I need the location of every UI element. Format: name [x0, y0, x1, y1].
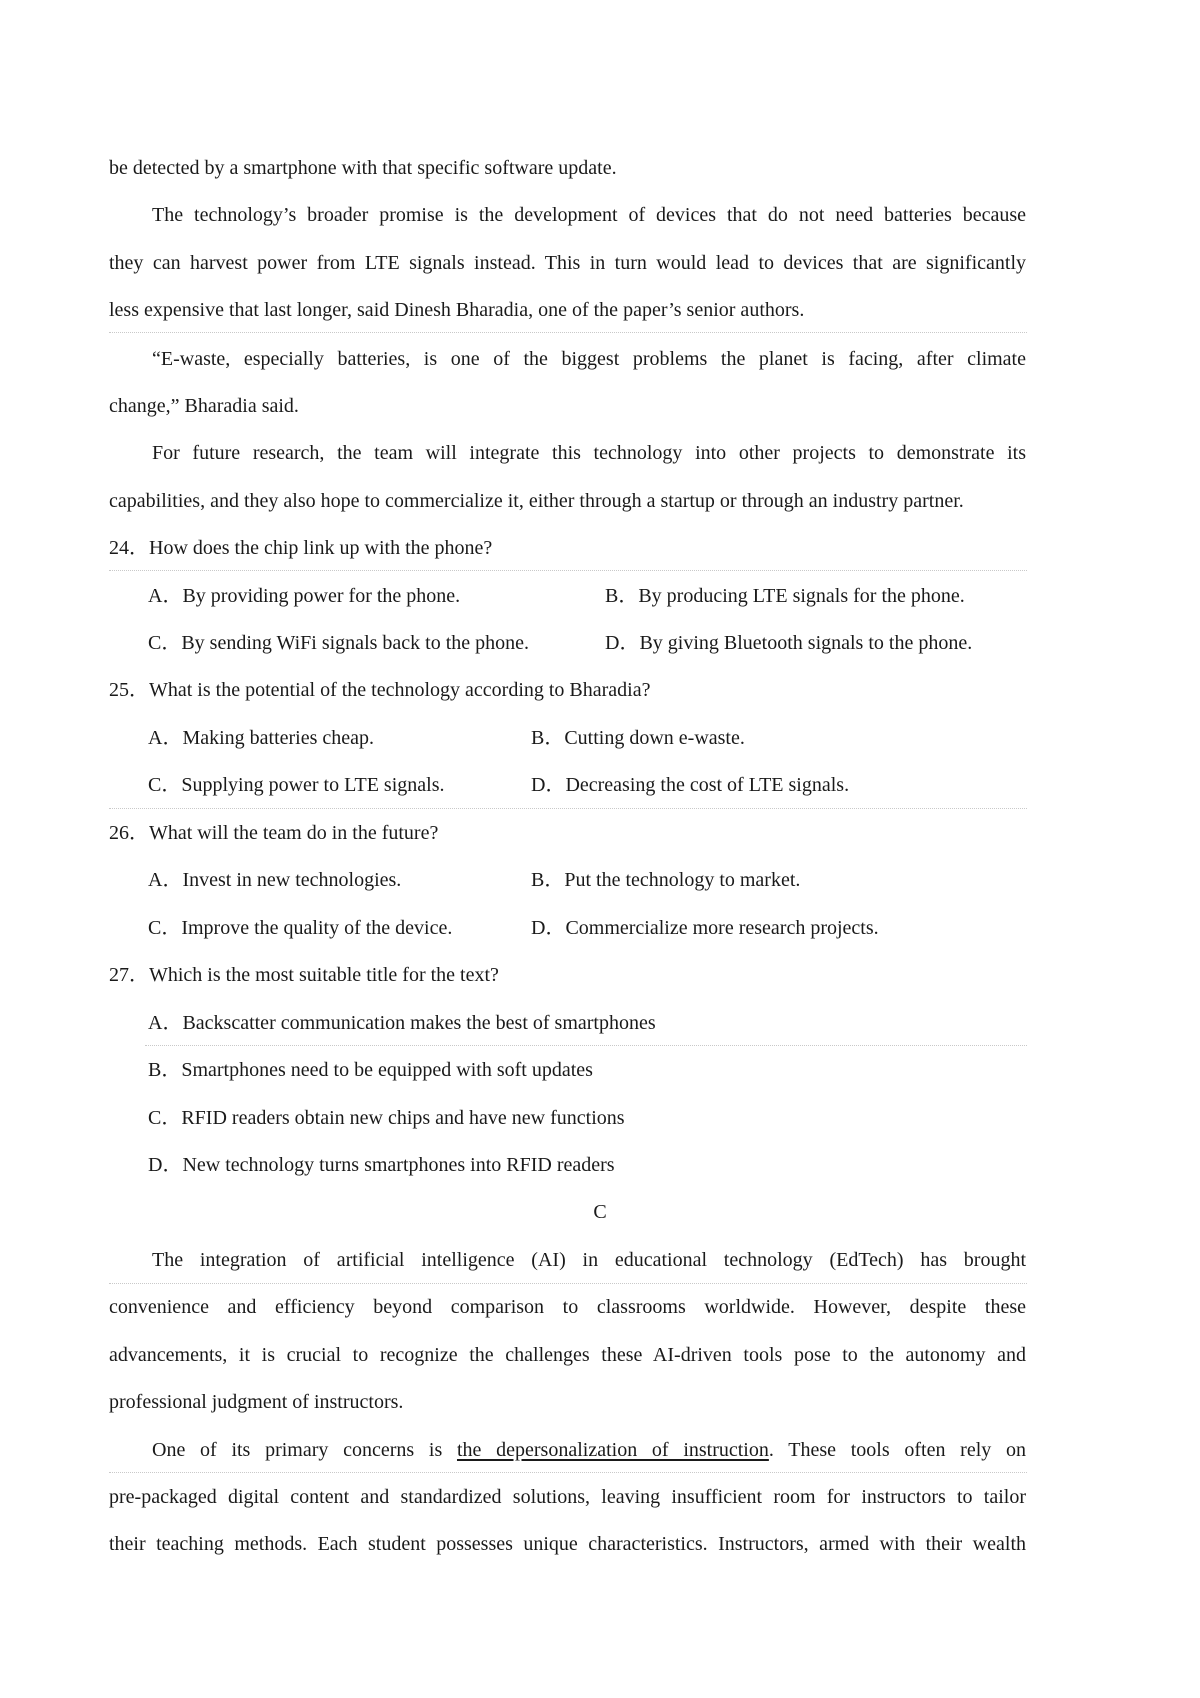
option-a[interactable]: A．By providing power for the phone.: [148, 585, 461, 607]
option-b[interactable]: B．By producing LTE signals for the phone.: [605, 585, 965, 607]
passage-b-line: they can harvest power from LTE signals instead. This in turn would lead to devices that are significantly: [109, 252, 1026, 274]
option-c[interactable]: C．Improve the quality of the device.: [148, 917, 453, 939]
underlined-phrase: the depersonalization of instruction: [456, 1439, 769, 1461]
option-c[interactable]: C．RFID readers obtain new chips and have new functions: [148, 1107, 625, 1129]
question-stem: 27．Which is the most suitable title for the text?: [109, 964, 499, 986]
passage-b-line: change,” Bharadia said.: [109, 395, 299, 417]
passage-c-line: advancements, it is crucial to recognize the challenges these AI-driven tools pose to the autonomy and: [109, 1344, 1026, 1366]
option-b[interactable]: B．Put the technology to market.: [531, 869, 801, 891]
passage-c-line: their teaching methods. Each student possesses unique characteristics. Instructors, armed with their wealth: [109, 1533, 1026, 1555]
passage-b-line: The technology’s broader promise is the development of devices that do not need batteries because: [152, 204, 1026, 226]
passage-c-text: One of its primary concerns is: [152, 1439, 443, 1461]
question-stem: 24．How does the chip link up with the phone?: [109, 537, 493, 559]
section-heading: C: [593, 1201, 607, 1223]
dotted-divider: [109, 332, 1027, 333]
dotted-divider: [109, 1472, 1027, 1473]
option-b[interactable]: B．Cutting down e-waste.: [531, 727, 745, 749]
question-stem: 25．What is the potential of the technology according to Bharadia?: [109, 679, 651, 701]
option-d[interactable]: D．New technology turns smartphones into RFID readers: [148, 1154, 615, 1176]
option-a[interactable]: A．Backscatter communication makes the best of smartphones: [148, 1012, 656, 1034]
option-c[interactable]: C．Supplying power to LTE signals.: [148, 774, 445, 796]
passage-c-line: [152, 1438, 1026, 1462]
passage-c-line: convenience and efficiency beyond comparison to classrooms worldwide. However, despite these: [109, 1296, 1026, 1318]
passage-b-line: capabilities, and they also hope to commercialize it, either through a startup or through an industry partner.: [109, 490, 964, 512]
option-a[interactable]: A．Invest in new technologies.: [148, 869, 402, 891]
passage-c-line: The integration of artificial intelligence (AI) in educational technology (EdTech) has brought: [152, 1249, 1026, 1271]
dotted-divider: [145, 1045, 1027, 1046]
passage-b-line: be detected by a smartphone with that specific software update.: [109, 157, 617, 179]
option-a[interactable]: A．Making batteries cheap.: [148, 727, 375, 749]
passage-c-line: pre-packaged digital content and standardized solutions, leaving insufficient room for instructors to tailor: [109, 1486, 1026, 1508]
passage-b-line: “E-waste, especially batteries, is one of the biggest problems the planet is facing, after climate: [152, 348, 1026, 370]
passage-c-line: professional judgment of instructors.: [109, 1391, 404, 1413]
option-d[interactable]: D．Decreasing the cost of LTE signals.: [531, 774, 850, 796]
option-d[interactable]: D．By giving Bluetooth signals to the phone.: [605, 632, 973, 654]
option-b[interactable]: B．Smartphones need to be equipped with soft updates: [148, 1059, 593, 1081]
option-c[interactable]: C．By sending WiFi signals back to the phone.: [148, 632, 530, 654]
question-stem: 26．What will the team do in the future?: [109, 822, 439, 844]
dotted-divider: [109, 570, 1027, 571]
option-d[interactable]: D．Commercialize more research projects.: [531, 917, 879, 939]
dotted-divider: [109, 1283, 1027, 1284]
passage-b-line: less expensive that last longer, said Dinesh Bharadia, one of the paper’s senior authors.: [109, 299, 805, 321]
passage-c-text: . These tools often rely on: [768, 1439, 1026, 1461]
dotted-divider: [109, 808, 1027, 809]
passage-b-line: For future research, the team will integrate this technology into other projects to demonstrate its: [152, 442, 1026, 464]
